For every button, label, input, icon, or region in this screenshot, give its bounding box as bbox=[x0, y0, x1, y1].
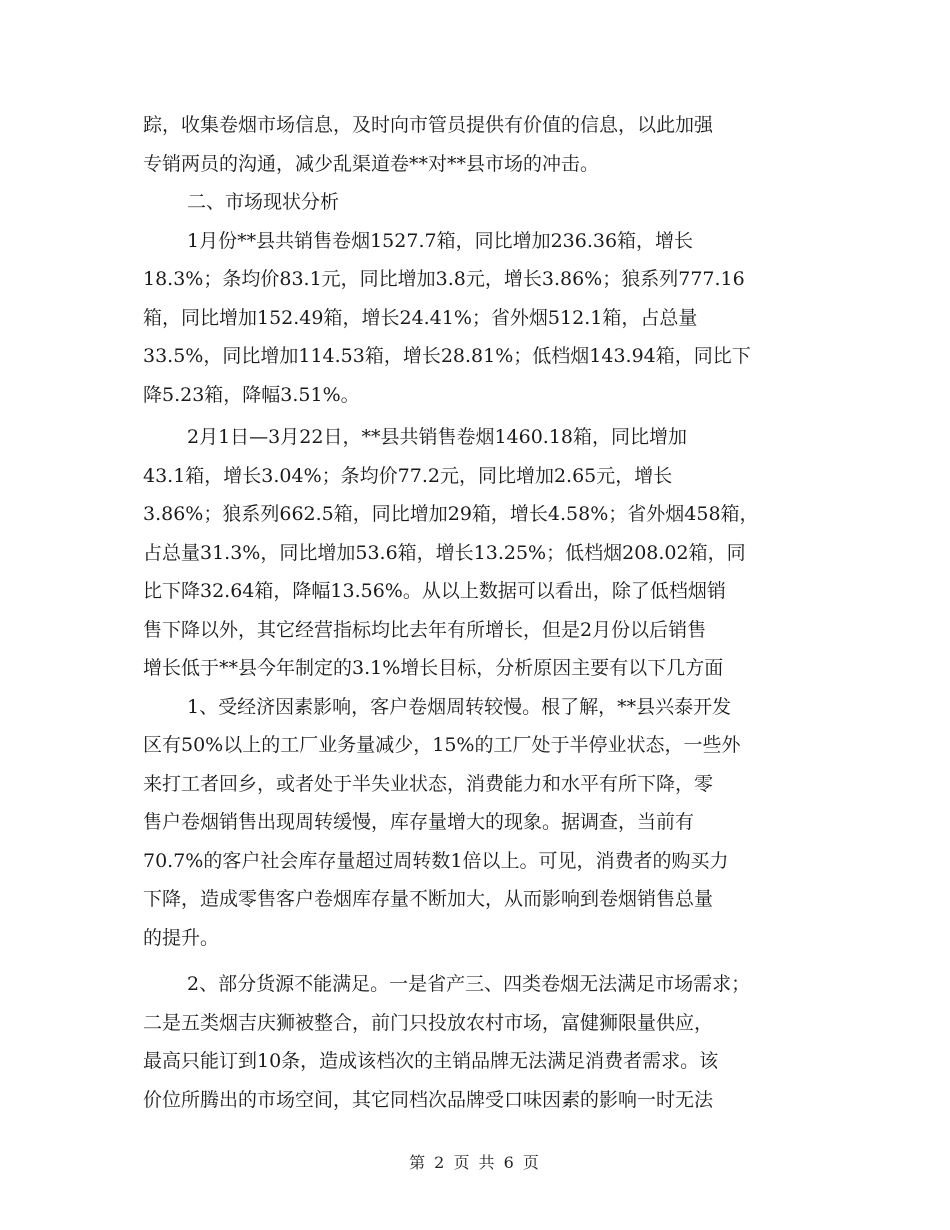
text-line: 占总量31.3%，同比增加53.6箱，增长13.25%；低档烟208.02箱，同 bbox=[143, 541, 746, 564]
text-line: 70.7%的客户社会库存量超过周转数1倍以上。可见，消费者的购买力 bbox=[143, 849, 729, 872]
text-line: 区有50%以上的工厂业务量减少，15%的工厂处于半停业状态，一些外 bbox=[143, 734, 741, 756]
text-line: 售户卷烟销售出现周转缓慢，库存量增大的现象。据调查，当前有 bbox=[143, 811, 695, 833]
page-number-footer: 第 2 页 共 6 页 bbox=[409, 1153, 541, 1172]
text-line: 降5.23箱，降幅3.51%。 bbox=[143, 383, 360, 406]
text-line: 43.1箱，增长3.04%；条均价77.2元，同比增加2.65元，增长 bbox=[143, 464, 673, 487]
document-body bbox=[143, 106, 813, 1119]
text-line: 下降，造成零售客户卷烟库存量不断加大，从而影响到卷烟销售总量 bbox=[143, 888, 714, 910]
text-line: 2月1日—3月22日，**县共销售卷烟1460.18箱，同比增加 bbox=[187, 426, 688, 448]
text-line: 最高只能订到10条，造成该档次的主销品牌无法满足消费者需求。该 bbox=[143, 1050, 719, 1072]
text-line: 专销两员的沟通，减少乱渠道卷**对**县市场的冲击。 bbox=[143, 152, 600, 175]
text-line: 的提升。 bbox=[143, 926, 220, 949]
text-line: 价位所腾出的市场空间，其它同档次品牌受口味因素的影响一时无法 bbox=[143, 1088, 714, 1111]
text-line: 1月份**县共销售卷烟1527.7箱，同比增加236.36箱，增长 bbox=[187, 229, 694, 252]
text-line: 二是五类烟吉庆狮被整合，前门只投放农村市场，富健狮限量供应， bbox=[143, 1011, 714, 1034]
text-line: 2、部分货源不能满足。一是省产三、四类卷烟无法满足市场需求； bbox=[187, 973, 751, 995]
text-line: 来打工者回乡，或者处于半失业状态，消费能力和水平有所下降，零 bbox=[143, 772, 714, 795]
text-line: 箱，同比增加152.49箱，增长24.41%；省外烟512.1箱，占总量 bbox=[143, 306, 698, 329]
text-line: 33.5%，同比增加114.53箱，增长28.81%；低档烟143.94箱，同比下 bbox=[143, 345, 751, 367]
text-line: 增长低于**县今年制定的3.1%增长目标，分析原因主要有以下几方面 bbox=[143, 657, 724, 679]
text-line: 售下降以外，其它经营指标均比去年有所增长，但是2月份以后销售 bbox=[143, 618, 707, 641]
section-heading: 二、市场现状分析 bbox=[187, 191, 340, 213]
text-line: 3.86%；狼系列662.5箱，同比增加29箱，增长4.58%；省外烟458箱， bbox=[143, 503, 759, 525]
text-line: 18.3%；条均价83.1元，同比增加3.8元，增长3.86%；狼系列777.16 bbox=[143, 268, 745, 290]
text-line: 踪，收集卷烟市场信息，及时向市管员提供有价值的信息，以此加强 bbox=[143, 114, 714, 136]
text-line: 比下降32.64箱，降幅13.56%。从以上数据可以看出，除了低档烟销 bbox=[143, 580, 726, 602]
text-line: 1、受经济因素影响，客户卷烟周转较慢。根了解，**县兴泰开发 bbox=[187, 695, 732, 718]
